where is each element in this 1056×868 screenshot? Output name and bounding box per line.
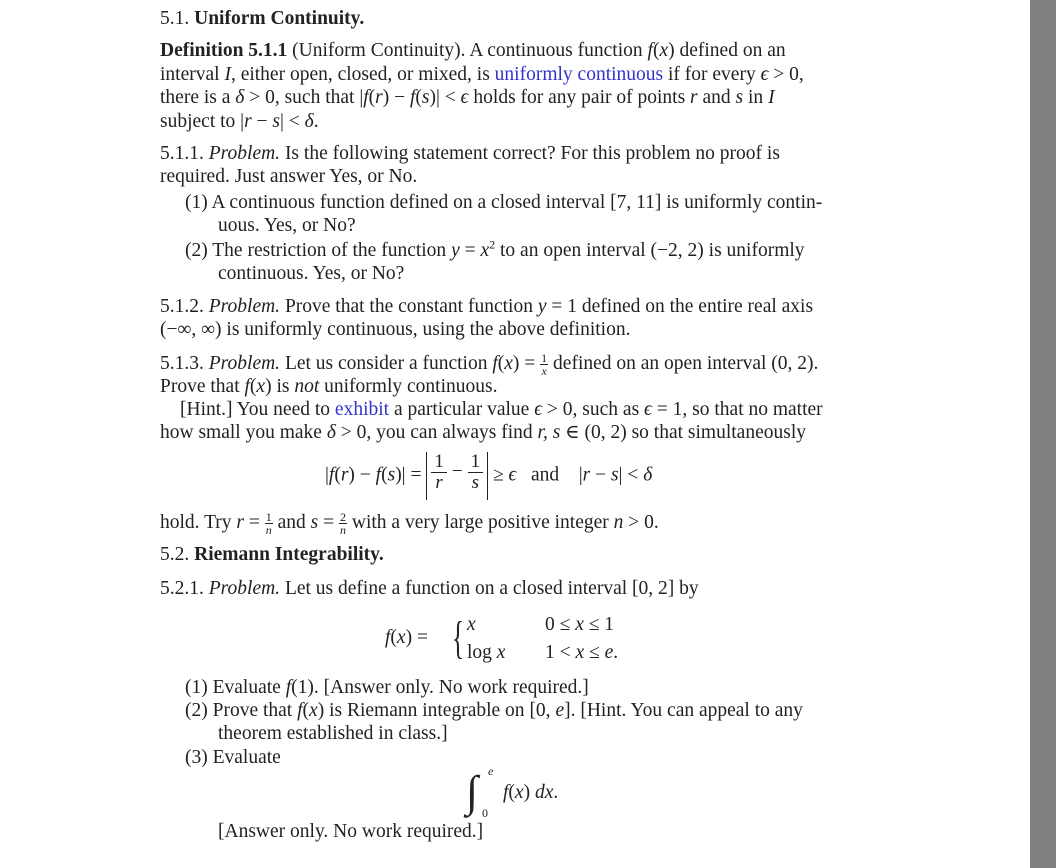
section-5-2-heading [160, 544, 384, 566]
problem-label: Problem. [208, 578, 281, 599]
integral-upper-limit: e [488, 764, 494, 778]
text: defined on the entire real axis [581, 296, 814, 317]
problem-5-1-2-line-1: 5.1.2. Problem. Prove that the constant function y = 1 defined on the entire real axis [160, 296, 814, 317]
problem-5-2-1-answer-note [218, 821, 483, 843]
piecewise-case-1-cond: 0 ≤ x ≤ 1 [545, 614, 615, 635]
piecewise-brace: { [452, 612, 465, 663]
text: uniformly continuous. [324, 376, 498, 397]
problem-5-1-1-item-2-cont [218, 263, 404, 285]
text: theorem established in class.] [218, 723, 448, 744]
problem-5-2-1-item-3 [185, 747, 281, 769]
piecewise-case-2-expr: log x [467, 642, 506, 663]
problem-5-1-1-line-2 [160, 166, 417, 188]
definition-paren: (Uniform Continuity). [292, 40, 466, 61]
problem-5-1-3-hint-line-3: hold. Try r = $\frac{1}{n}$ and s = $\frac{2}{n}$ with a very large positive integer n > 0. [160, 510, 659, 537]
problem-5-1-3-hint-line-2: how small you make δ > 0, you can always find r, s ∈ (0, 2) so that simultaneously [160, 422, 806, 443]
text: and [702, 87, 731, 108]
text: (2) Prove that [185, 700, 293, 721]
text: [Answer only. No work required.] [218, 821, 484, 842]
text: . [Answer only. No work required.] [313, 677, 589, 698]
text: is uniformly contin- [666, 192, 823, 213]
text: and [277, 511, 306, 533]
uniformly-continuous-link[interactable]: uniformly continuous [494, 64, 664, 85]
problem-5-1-3-line-1: 5.1.3. Problem. Let us consider a function f(x) = $\frac{1}{x}$ defined on an open interval (0, 2). [160, 351, 819, 378]
problem-5-1-1-item-1-cont [218, 215, 356, 237]
text: holds for any pair of points [473, 87, 686, 108]
problem-5-1-1-line-1 [160, 143, 780, 165]
text: Let us consider a function [284, 352, 488, 374]
problem-5-1-3-line-2: Prove that f(x) is not uniformly continuous. [160, 376, 498, 397]
definition-line-4: subject to |r − s| < δ. [160, 111, 319, 132]
text: uous. Yes, or No? [218, 215, 356, 236]
text: . [Hint. You can appeal to any [570, 700, 803, 721]
definition-line-3: there is a δ > 0, such that |f(r) − f(s)| < ϵ holds for any pair of points r and s in I [160, 87, 775, 108]
text: , so that no matter [682, 399, 823, 420]
text: subject to [160, 111, 236, 132]
log-operator: log [467, 642, 492, 663]
problem-number: 5.1.1. [160, 143, 204, 164]
text: required. Just answer Yes, or No. [160, 166, 418, 187]
section-number: 5.2. [160, 544, 190, 565]
text: is uniformly continuous, using the above definition. [226, 319, 631, 340]
problem-5-1-1-item-1: (1) A continuous function defined on a closed interval [7, 11] is uniformly contin- [185, 192, 823, 213]
emphasis-not: not [294, 376, 320, 397]
section-title: Uniform Continuity. [194, 8, 365, 29]
text: Prove that [160, 376, 240, 397]
problem-5-2-1-item-2: (2) Prove that f(x) is Riemann integrable on [0, e]. [Hint. You can appeal to any [185, 700, 803, 721]
text: A continuous function [469, 40, 643, 61]
problem-5-2-1-item-1: (1) Evaluate f(1). [Answer only. No work required.] [185, 677, 589, 698]
text: (1) Evaluate [185, 677, 281, 698]
text: how small you make [160, 422, 322, 443]
text: Prove that the constant function [284, 296, 533, 317]
text: by [679, 578, 699, 599]
text: , you can always find [366, 422, 533, 443]
text: (1) A continuous function defined on a closed interval [185, 192, 606, 213]
definition-line-2: interval I, either open, closed, or mixed, is uniformly continuous if for every ϵ > 0, [160, 64, 804, 85]
exhibit-link[interactable]: exhibit [334, 399, 390, 420]
fraction-1-over-x: $\frac{1}{x}$ [541, 351, 548, 378]
problem-label: Problem. [208, 352, 281, 374]
display-equation-difference: |f(r) − f(s)| = $\frac{1}{r}$ − $\frac{1}{s}$ ≥ ϵ and |r − s| < δ [325, 452, 652, 500]
text: is Riemann integrable on [329, 700, 525, 721]
text: and [531, 464, 560, 486]
section-number: 5.1. [160, 8, 190, 29]
text: is uniformly [708, 240, 805, 261]
fraction-2-over-n: $\frac{2}{n}$ [340, 510, 347, 537]
text: continuous. Yes, or No? [218, 263, 405, 284]
problem-label: Problem. [208, 296, 281, 317]
text: if for every [668, 64, 756, 85]
fraction-1-over-n: $\frac{1}{n}$ [265, 510, 272, 537]
integral-sign: ∫ [466, 767, 479, 816]
section-title: Riemann Integrability. [194, 544, 384, 565]
absolute-value-bars: $\frac{1}{r}$ − $\frac{1}{s}$ [426, 452, 488, 500]
text: there is a [160, 87, 231, 108]
problem-5-1-2-line-2: (−∞, ∞) is uniformly continuous, using the above definition. [160, 319, 631, 340]
text: interval [160, 64, 220, 85]
text: (3) Evaluate [185, 747, 281, 768]
problem-5-2-1-line-1: 5.2.1. Problem. Let us define a function on a closed interval [0, 2] by [160, 578, 699, 599]
piecewise-lhs: f(x) = [385, 627, 428, 648]
section-5-1-heading [160, 8, 364, 30]
text: , such as [572, 399, 640, 420]
integral-lower-limit: 0 [482, 806, 488, 820]
problem-label: Problem. [208, 143, 281, 164]
text: is [276, 376, 290, 397]
definition-line-1: Definition 5.1.1 (Uniform Continuity). A continuous function f(x) defined on an [160, 40, 786, 61]
text: so that simultaneously [631, 422, 806, 443]
text: to an open interval [500, 240, 646, 261]
problem-number: 5.1.3. [160, 352, 204, 374]
text: [Hint.] You need to [180, 399, 331, 420]
problem-5-1-1-item-2: (2) The restriction of the function $y = x^2$ to an open interval (−2, 2) is uniformly [185, 237, 805, 261]
text: Is the following statement correct? For this problem no proof is [284, 143, 780, 164]
text: a particular value [393, 399, 530, 420]
piecewise-case-1-expr: x [467, 614, 476, 635]
text: defined on an open interval [553, 352, 767, 374]
text: Let us define a function on a closed interval [284, 578, 628, 599]
text: with a very large positive integer [351, 511, 609, 533]
integrand: f(x) dx. [503, 782, 559, 803]
text: defined on an [679, 40, 786, 61]
text: hold. Try [160, 511, 232, 533]
text: , either open, closed, or mixed, is [230, 64, 490, 85]
problem-5-1-3-hint-line-1: [Hint.] You need to exhibit a particular value ϵ > 0, such as ϵ = 1, so that no matter [180, 399, 823, 420]
problem-number: 5.2.1. [160, 578, 204, 599]
text: , such that [274, 87, 355, 108]
problem-5-2-1-item-2-cont [218, 723, 448, 745]
text: (2) The restriction of the function [185, 240, 447, 261]
problem-number: 5.1.2. [160, 296, 204, 317]
definition-heading: Definition 5.1.1 [160, 40, 288, 61]
piecewise-case-2-cond: 1 < x ≤ e. [545, 642, 619, 663]
text: in [748, 87, 764, 108]
